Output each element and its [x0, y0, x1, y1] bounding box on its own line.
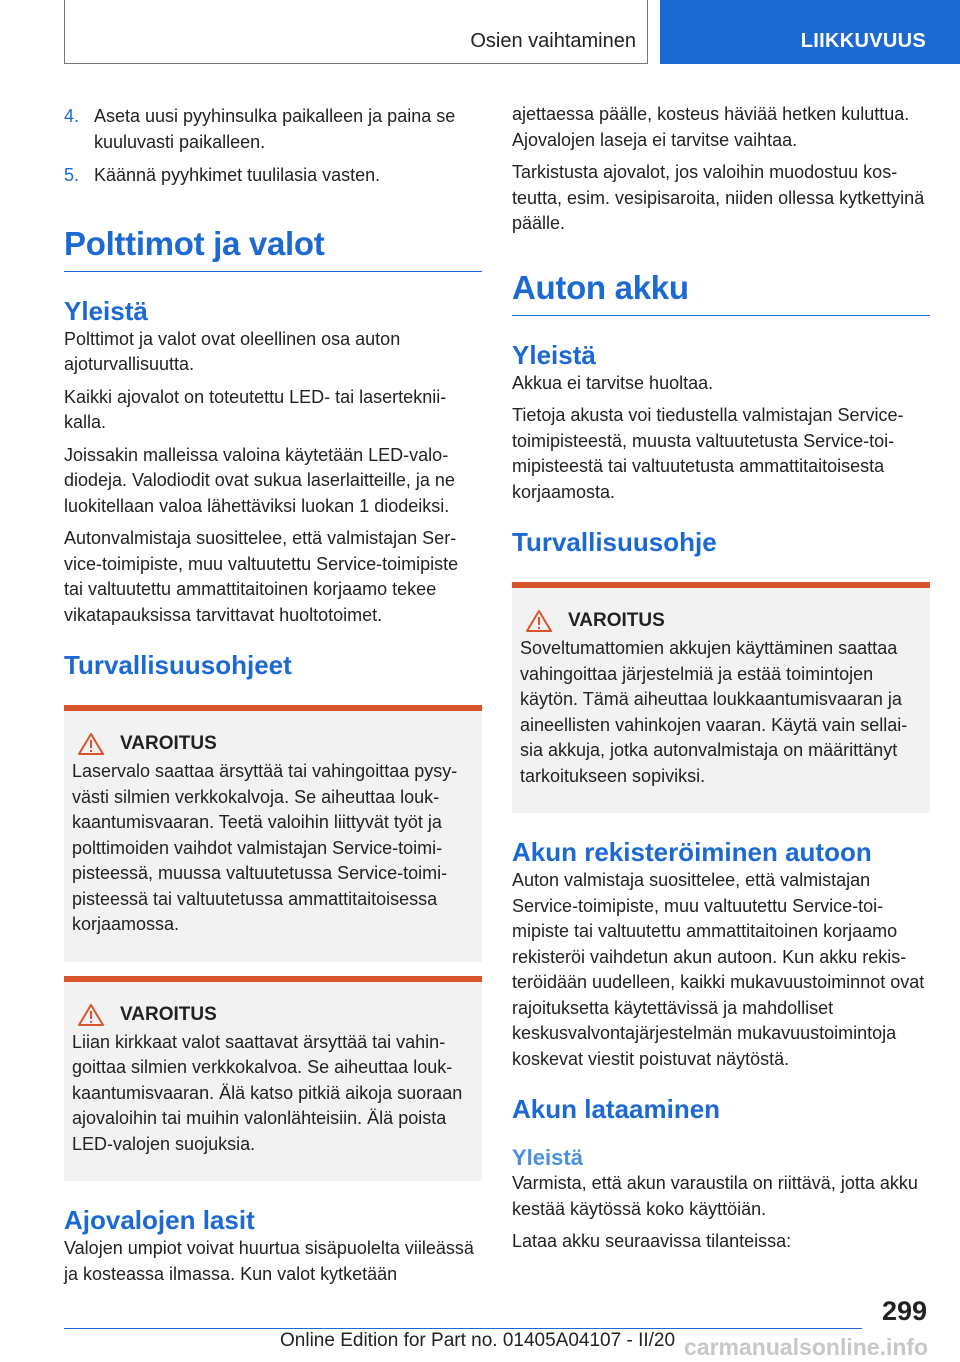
- subheading-headlight-lenses: Ajovalojen lasit: [64, 1205, 255, 1235]
- right-column: [512, 102, 930, 1262]
- subheading-safety: Turvallisuusohje: [512, 527, 717, 557]
- step-item: [64, 163, 482, 189]
- paragraph: Tarkistusta ajovalot, jos valoihin muodostuu kosteutta, esim. vesipisaroita, niiden ollessa kytkettyinä päälle.: [512, 162, 925, 233]
- header-chapter-tab[interactable]: [660, 0, 960, 64]
- warning-triangle-icon: [526, 610, 552, 632]
- paragraph: Autonvalmistaja suosittelee, että valmistajan Service-toimipiste, muu valtuutettu Service-toimipiste tai valtuutettu ammattitaitoinen korjaamo tekee vikatapauksissa tarvittavat huoltotoimet.: [64, 528, 459, 625]
- paragraph: Kaikki ajovalot on toteutettu LED- tai lasertekniikalla.: [64, 386, 447, 432]
- step-item: [64, 104, 482, 155]
- step-number: 4.: [64, 106, 80, 126]
- step-number: 5.: [64, 165, 80, 185]
- paragraph: ajettaessa päälle, kosteus häviää hetken kuluttua. Ajovalojen laseja ei tarvitse vaihtaa.: [512, 104, 910, 150]
- footer-divider: [64, 1328, 862, 1329]
- paragraph: Tietoja akusta voi tiedustella valmistajan Service-toimipisteestä, muusta valtuutetusta Service-toimipisteestä tai valtuutetusta ammattitaitoisesta korjaamosta.: [512, 405, 904, 502]
- warning-box: [64, 976, 482, 1182]
- subheading-battery-charging: Akun lataaminen: [512, 1094, 721, 1124]
- paragraph: Valojen umpiot voivat huurtua sisäpuolelta viileässä ja kosteassa ilmassa. Kun valot kytketään: [64, 1238, 474, 1284]
- section-heading-battery: Auton akku: [512, 269, 930, 316]
- watermark: carmanualsonline.info: [684, 1334, 929, 1360]
- warning-text: Soveltumattomien akkujen käyttäminen saattaa vahingoittaa järjestelmiä ja estää toimintojen käytön. Tämä aiheuttaa loukkaantumisvaaran ja aineellisten vahinkojen vaaran. Käytä vain sellaisia akkuja, jotka autonvalmistaja on määrittänyt tarkoitukseen sopiviksi.: [520, 638, 908, 786]
- header-section-title: Osien vaihtaminen: [470, 30, 636, 52]
- warning-title: VAROITUS: [72, 733, 474, 755]
- warning-box: [512, 582, 930, 813]
- subheading-general: Yleistä: [512, 339, 596, 370]
- step-text: Käännä pyyhkimet tuulilasia vasten.: [94, 165, 381, 185]
- subheading-general: Yleistä: [64, 295, 148, 326]
- warning-text: Laservalo saattaa ärsyttää tai vahingoittaa pysyvästi silmien verkkokalvoja. Se aiheuttaa loukkaantumisvaaran. Teetä valoihin liittyvät työt ja polttimoiden vaihdot valmistajan Service-toimipisteessä, muussa valtuutetussa Service-toimipisteessä tai valtuutetussa ammattitaitoisessa korjaamossa.: [72, 761, 458, 934]
- subheading-safety: Turvallisuusohjeet: [64, 650, 292, 680]
- warning-triangle-icon: [78, 733, 104, 755]
- paragraph: Lataa akku seuraavissa tilanteissa:: [512, 1231, 792, 1251]
- page-number: 299: [881, 1296, 927, 1326]
- warning-title: VAROITUS: [72, 1004, 474, 1026]
- step-text: Aseta uusi pyyhinsulka paikalleen ja paina se kuuluvasti paikalleen.: [94, 106, 456, 152]
- footer-edition: Online Edition for Part no. 01405A04107 - II/20: [280, 1330, 676, 1351]
- warning-triangle-icon: [78, 1004, 104, 1026]
- paragraph: Polttimot ja valot ovat oleellinen osa auton ajoturvallisuutta.: [64, 328, 401, 374]
- header-chapter-label: LIIKKUVUUS: [800, 30, 926, 52]
- paragraph: Akkua ei tarvitse huoltaa.: [512, 372, 714, 393]
- subheading-battery-registration: Akun rekisteröiminen autoon: [512, 837, 872, 867]
- warning-title: VAROITUS: [520, 610, 922, 632]
- warning-box: [64, 705, 482, 962]
- subsubheading-general: Yleistä: [512, 1145, 583, 1170]
- paragraph: Joissakin malleissa valoina käytetään LED-valodiodeja. Valodiodit ovat sukua laserlaitteille, ja ne luokitellaan valoa lähettäviksi luokan 1 diodeiksi.: [64, 444, 455, 516]
- paragraph: Auton valmistaja suosittelee, että valmistajan Service-toimipiste, muu valtuutettu Service-toimipiste tai valtuutettu ammattitaitoinen korjaamo rekisteröi vaihdetun akun autoon. Kun akku rekisteröidään uudelleen, kaikki mukavuustoiminnot ovat rajoituksetta käytettävissä ja mahdolliset keskusvalvontajärjestelmän mukavuustoimintoja koskevat viestit poistuvat näytöstä.: [512, 870, 925, 1069]
- paragraph: Varmista, että akun varaustila on riittävä, jotta akku kestää käytössä koko käyttöiän.: [512, 1173, 918, 1219]
- section-heading-bulbs: Polttimot ja valot: [64, 225, 482, 272]
- left-column: [64, 104, 482, 1294]
- warning-text: Liian kirkkaat valot saattavat ärsyttää tai vahingoittaa silmien verkkokalvoa. Se aiheuttaa loukkaantumisvaaran. Älä katso pitkiä aikoja suoraan ajovaloihin tai muihin valonlähteisiin. Älä poista LED-valojen suojuksia.: [72, 1031, 463, 1154]
